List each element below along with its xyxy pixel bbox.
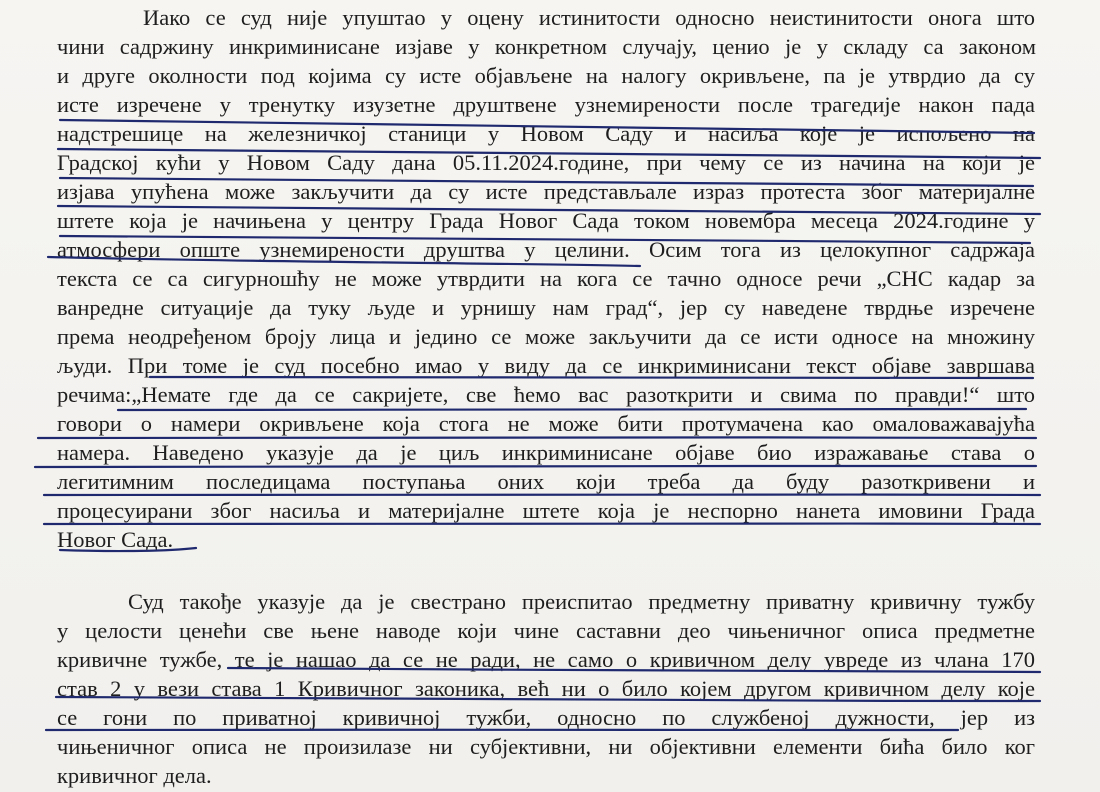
text-line: надстрешице на железничкој станици у Новом Саду и насиља које је испољено на <box>57 121 1035 146</box>
text-line: кривичне тужбе, те је нашао да се не ради, не само о кривичном делу увреде из члана 170 <box>57 647 1035 672</box>
pen-underline <box>35 466 1036 467</box>
text-line: се гони по приватној кривичној тужби, односно по службеној дужности, јер из <box>57 705 1035 730</box>
text-line: легитимним последицама поступања оних који треба да буду разоткривени и <box>57 469 1035 494</box>
text-line: Новог Сада. <box>57 527 174 552</box>
text-line: Градској кући у Новом Саду дана 05.11.2024.године, при чему се из начина на који је <box>57 150 1035 175</box>
text-line: Иако се суд није упуштао у оцену истинитости односно неистинитости онога што <box>143 5 1035 30</box>
text-line: у целости ценећи све њене наводе који чине саставни део чињеничног описа предметне <box>57 618 1035 643</box>
text-line: ванредне ситуације да туку људе и урнишу нам град“, јер су наведене тврдње изречене <box>57 295 1035 320</box>
text-line: чини садржину инкриминисане изјаве у конкретном случају, ценио је у складу са законом <box>57 34 1036 59</box>
text-line: изјава упућена може закључити да су исте представљале израз протеста због материјалне <box>57 179 1035 204</box>
text-line: атмосфери опште узнемирености друштва у целини. Осим тога из целокупног садржаја <box>57 237 1035 262</box>
text-line: став 2 у вези става 1 Кривичног законика, већ ни о било којем другом кривичном делу које <box>57 676 1035 701</box>
text-line: људи. При томе је суд посебно имао у виду да се инкриминисани текст објаве завршава <box>57 353 1035 378</box>
text-line: речима:„Немате где да се сакријете, све ћемо вас разоткрити и свима по правди!“ што <box>57 382 1035 407</box>
text-line: чињеничног описа не произилазе ни субјективни, ни објективни елементи бића било ког <box>57 734 1035 759</box>
text-line: кривичног дела. <box>57 763 212 788</box>
text-line: говори о намери окривљене која стога не може бити протумачена као омаловажавајућа <box>57 411 1035 436</box>
text-line: према неодређеном броју лица и једино се може закључити да се исти односе на множину <box>57 324 1035 349</box>
text-line: исте изречене у тренутку изузетне друштвене узнемирености после трагедије након пада <box>57 92 1035 117</box>
text-line: Суд такође указује да је свестрано преиспитао предметну приватну кривичну тужбу <box>128 589 1035 614</box>
text-line: и друге околности под којима су исте објављене на налогу окривљене, па је утврдио да су <box>57 63 1035 88</box>
text-line: штете која је начињена у центру Града Новог Сада током новембра месеца 2024.године у <box>57 208 1035 233</box>
text-line: текста се са сигурношћу не може утврдити на кога се тачно односе речи „СНС кадар за <box>57 266 1035 291</box>
pen-underline <box>38 437 1036 438</box>
text-line: процесуирани због насиља и материјалне штете која је неспорно нанета имовини Града <box>57 498 1035 523</box>
text-line: намера. Наведено указује да је циљ инкриминисане објаве био изражавање става о <box>57 440 1035 465</box>
pen-underline <box>118 409 1026 410</box>
